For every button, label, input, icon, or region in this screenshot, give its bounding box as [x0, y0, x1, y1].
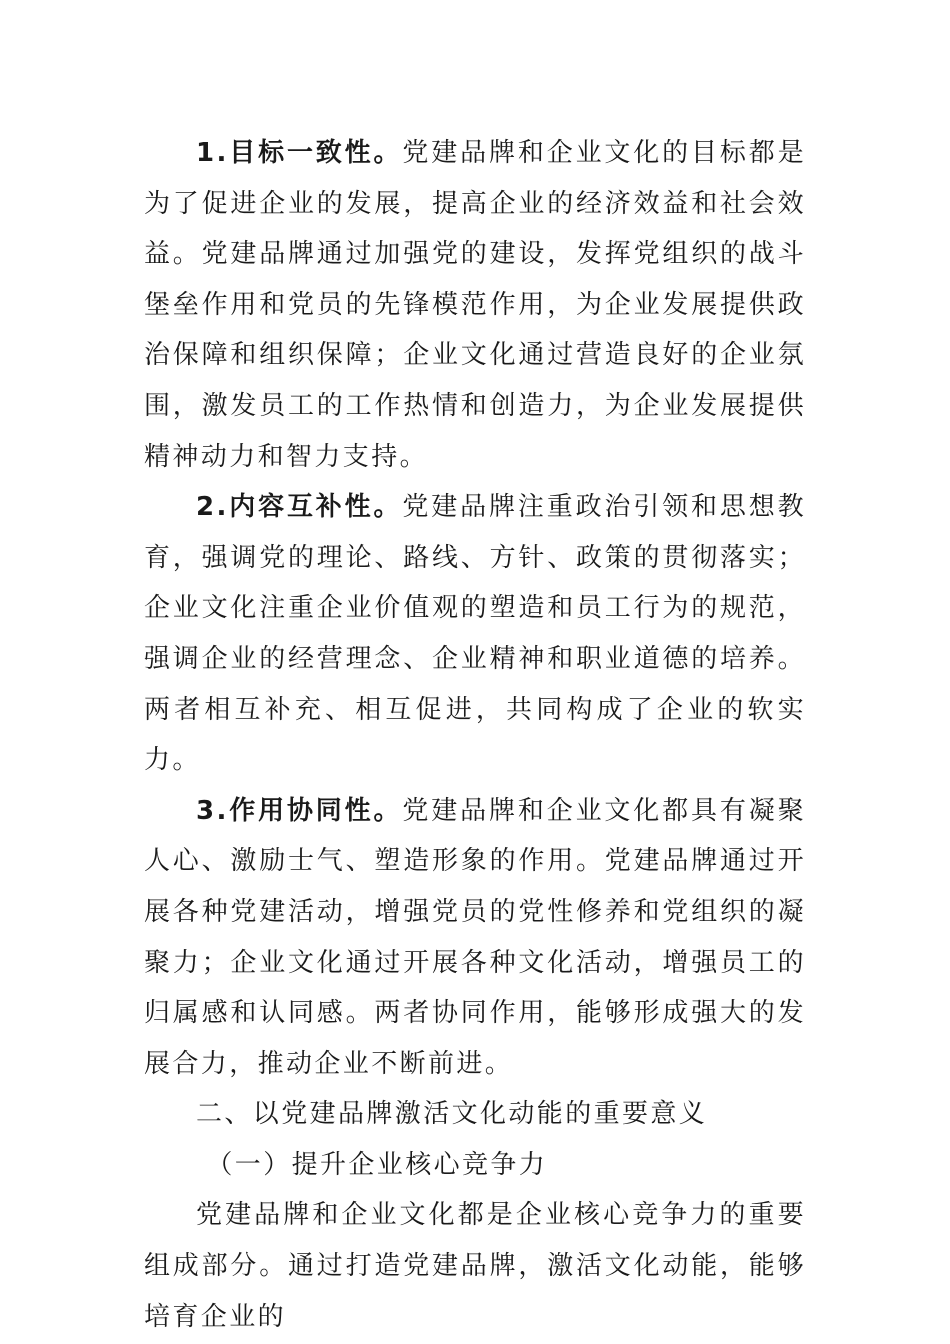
subsection-heading: [144, 1140, 806, 1191]
point-title-1: 1.目标一致性。: [196, 138, 403, 168]
section-heading: 二、以党建品牌激活文化动能的重要意义: [196, 1099, 708, 1130]
point-paragraph-1: [144, 128, 806, 482]
closing-paragraph: 党建品牌和企业文化都是企业核心竞争力的重要组成部分。通过打造党建品牌，激活文化动能，能够培育企业的: [144, 1200, 806, 1332]
subsection-heading-text: （一）提升企业核心竞争力: [206, 1149, 548, 1180]
point-title-2: 2.内容互补性。: [196, 492, 403, 523]
point-title-3: 3.作用协同性。: [196, 795, 403, 826]
point-body-3: 党建品牌和企业文化都具有凝聚人心、激励士气、塑造形象的作用。党建品牌通过开展各种党建活动，增强党员的党性修养和党组织的凝聚力；企业文化通过开展各种文化活动，增强员工的归属感和认同感。两者协同作用，能够形成强大的发展合力，推动企业不断前进。: [144, 795, 806, 1079]
point-body-1: 党建品牌和企业文化的目标都是为了促进企业的发展，提高企业的经济效益和社会效益。党建品牌通过加强党的建设，发挥党组织的战斗堡垒作用和党员的先锋模范作用，为企业发展提供政治保障和组织保障；企业文化通过营造良好的企业氛围，激发员工的工作热情和创造力，为企业发展提供精神动力和智力支持。: [144, 138, 806, 472]
point-body-2: 党建品牌注重政治引领和思想教育，强调党的理论、路线、方针、政策的贯彻落实；企业文化注重企业价值观的塑造和员工行为的规范，强调企业的经营理念、企业精神和职业道德的培养。两者相互补充、相互促进，共同构成了企业的软实力。: [144, 492, 806, 776]
point-paragraph-2: [144, 482, 806, 786]
point-paragraph-3: [144, 786, 806, 1090]
document-body: [144, 128, 806, 1342]
